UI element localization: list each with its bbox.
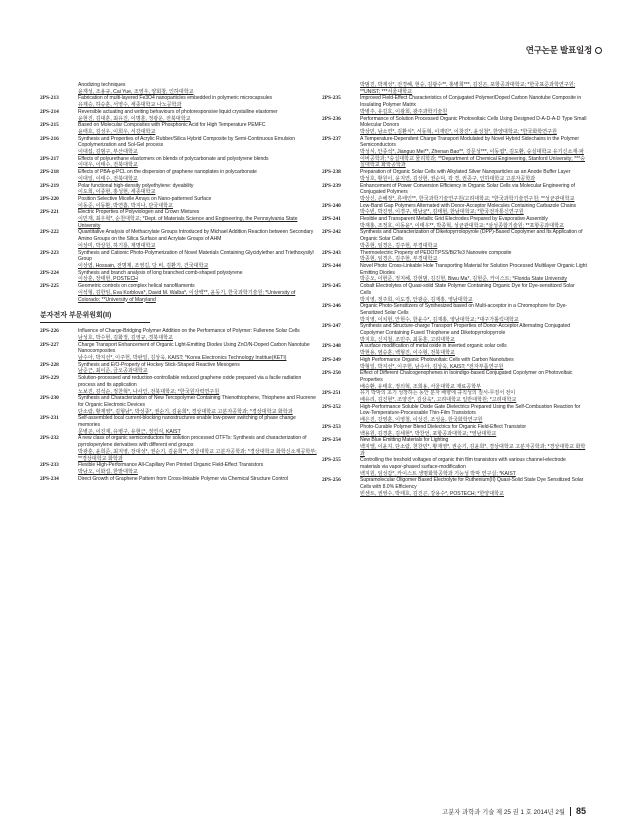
paper-authors: 이대섭, 김범구, 부산대학교 (78, 149, 138, 156)
paper-code: 2PS-229 (40, 375, 59, 382)
paper-entry (40, 122, 318, 135)
paper-title: Synthesis and Properties of Acrylic Rubber/Silica Hybrid Composite by Semi-Continuous Emulsion Copolymerization and Sol-Gel process (78, 135, 295, 149)
paper-code: 2PS-214 (40, 108, 59, 115)
paper-code: 2PS-220 (40, 195, 59, 202)
paper-entry (322, 216, 587, 229)
paper-authors: 배승환, 유태호, 정의혁, 조희용, 서울대학교 재료공학부 (360, 383, 481, 390)
paper-entry (322, 424, 587, 437)
paper-authors: 이대일, 이태수, 전북대학교 (78, 175, 138, 182)
paper-code: 2PS-231 (40, 415, 59, 422)
paper-title: Quantitative Analysis of Methacrylate Groups Introduced by Michael Addition Reaction between Secondary Amino Groups on the Silica Surface and Acrylate Groups of AHM (78, 229, 314, 243)
paper-title: Flexible and Transparent Metallic Grid Electrodes Prepared by Evaporative Assembly (360, 216, 548, 223)
paper-authors: 박준오, 이현준, 정지혜, 강현범, 김진현, Biwu Ma*, 김현준, 카이스트; *Florida State University (360, 276, 568, 283)
paper-body (78, 169, 318, 182)
paper-body (360, 404, 587, 424)
paper-code: 2PS-216 (40, 135, 59, 142)
paper-title: Anodizing techniques (78, 82, 126, 88)
paper-entry (322, 404, 587, 424)
paper-authors: 박상민, 남소연*, 김환식*, 서동혁, 이재민*, 이창진*, 윤성철*, 한양대학교; *한국화학연구원 (360, 128, 557, 135)
paper-title: Performance of Solution Processed Organic Photovoltaic Cells Using Designed D-A-D-A-D Type Small Molecular Donors (360, 115, 587, 129)
paper-body (360, 263, 587, 283)
paper-authors: 이석형, 김한임, Eva Korblova*, David M. Walba*, 이상백**, 윤동기, 한국과학기술원; *University of Colorado; **University of Maryland (78, 289, 296, 303)
paper-authors: 백지엘, 이윤지, 단소람, 천찬민*, 황재영*, 권순기, 김윤희*, 경상대학교 고분자공학과; *경상대학교 화학과 (360, 443, 586, 457)
paper-body (78, 122, 318, 135)
paper-entry (322, 95, 587, 115)
paper-code: 2PS-255 (322, 457, 341, 464)
paper-entry (322, 203, 587, 216)
paper-entry (322, 370, 587, 390)
paper-title: High Performance Organic Photovoltaic Cells with Carbon Nanotubes (360, 356, 514, 363)
paper-title: Synthesis and Characterization of Diketopyrrolopyrole (DPP)-Based Copolymer and Its Application of Organic Solar Cells (360, 229, 583, 243)
paper-authors: 박지호, 신지철, 조민주, 최동훈, 고려대학교 (360, 336, 455, 343)
paper-entry (40, 375, 318, 395)
journal-info: 고분자 과학과 기술 제 25 권 1 호 2014년 2월 (442, 808, 565, 816)
paper-body (360, 477, 587, 497)
paper-entry (322, 357, 587, 370)
paper-body (360, 95, 587, 115)
paper-title: Fabrication of multi-layered Fe3O4 nanoparticles embedded in polymeric microcapsules (78, 95, 272, 102)
paper-code: 2PS-256 (322, 477, 341, 484)
paper-entry (40, 415, 318, 435)
paper-authors: 남준근, 최이준, 금오공과대학교 (78, 368, 148, 375)
paper-body (78, 375, 318, 395)
paper-code: 2PS-213 (40, 95, 59, 102)
paper-authors: 이대우, 이태수, 전북대학교 (78, 162, 138, 169)
paper-authors: 남수아, 박지선*, 이주헌, 박완일, 김상욱, KAIST; *Korea Electronics Technology Institue(KETI) (78, 355, 287, 362)
paper-entry (40, 476, 318, 483)
paper-authors: 박지영, 이치현, 안현수, 한윤수*, 김재홍, 영남대학교; *대구가톨릭대학교 (360, 316, 519, 323)
paper-entry (322, 303, 587, 323)
paper-entry (322, 283, 587, 303)
paper-authors: 이민재, 최우혁*, 순천대학교; *Dept. of Materials Science and Engineering, the Pennsylvania State University (78, 216, 298, 229)
paper-authors: 노보진, 김석순, 정찬혁*, 나사인, 전북대학교; *한국원자력연구원 (78, 388, 220, 395)
paper-body (360, 343, 587, 356)
paper-body (78, 328, 318, 341)
paper-title: Polar functional high-density polyethylene: dyeability (78, 182, 194, 189)
paper-body (78, 95, 318, 108)
paper-title: 유기 박막의 초기 성장하는 동안 분자 배향에 규칙성의 질서-무질서 전이 (360, 390, 516, 397)
paper-title: Flexible High-Performance All-Capillary Pen Printed Organic Field-Effect Transistors (78, 462, 264, 469)
paper-body (78, 283, 318, 303)
paper-authors: 빈센트, 권영수, 박태호, 김진곤, 강용수*, POSTECH; *한양대학교 (360, 490, 504, 497)
paper-code: 2PS-252 (322, 403, 341, 410)
paper-code: 2PS-251 (322, 390, 341, 397)
paper-entry (40, 183, 318, 196)
header-title: 연구논문 발표일정 (525, 45, 592, 55)
paper-title: Reversible actuating and writing behaviours of photoresponsive liquid crystalline elastomer (78, 108, 278, 115)
paper-entry (40, 136, 318, 156)
paper-title: Synthesis and E/O-Property of Hockey Stick-Shaped Reactive Mesogens (78, 361, 240, 368)
paper-body (78, 183, 318, 196)
paper-authors: 유제승, 하승훈, 서영수, 세종대학교 나노공학과 (78, 102, 182, 109)
paper-body (78, 435, 318, 462)
paper-title: Effects of PBA-g-PCL on the dispersion of graphene nanoplates in polycarbonate (78, 169, 257, 176)
paper-code: 2PS-247 (322, 323, 341, 330)
paper-code (322, 82, 360, 95)
paper-entry (322, 437, 587, 457)
paper-entry (322, 390, 587, 403)
paper-title: Controlling the treshold voltages of organic thin film transistors with various channel-electrode materials via vapor-phased surface-modification (360, 457, 566, 471)
paper-entry (40, 462, 318, 475)
paper-title: Geometric controls on complex helical nanofilaments (78, 283, 195, 290)
paper-entry (40, 95, 318, 108)
paper-code: 2PS-240 (322, 202, 341, 209)
paper-title: Synthesis and Structure-charge Transport Properties of Donor-Acceptor Alternating Conjugated Copolymer Containing Fused Thiophene and Diketopyrrolopyrrole (360, 323, 571, 337)
paper-authors: 박수빈, 박진영, 이경구, 백남균*, 김태현, 한남대학교; *한국전자통신연구원 (360, 209, 524, 216)
paper-title: Charge Transport Enhancement of Organic Light-Emitting Diodes Using ZnO/N-Doped Carbon Nanotube Nanocomposites (78, 341, 310, 355)
paper-entry (322, 116, 587, 136)
paper-body (78, 156, 318, 169)
paper-body (360, 250, 587, 263)
paper-entry (40, 435, 318, 462)
paper-entry (40, 283, 318, 303)
paper-code: 2PS-248 (322, 343, 341, 350)
paper-authors: 박범진, 박재성*, 전경혜, 현승, 김광수**, 홍병희***, 김진곤, 포항공과대학교; *한국표준과학연구원; **UNIST; ***서울대학교 (360, 82, 576, 95)
footer-divider (570, 807, 571, 816)
paper-code: 2PS-253 (322, 423, 341, 430)
paper-code: 2PS-237 (322, 135, 341, 142)
paper-code: 2PS-249 (322, 356, 341, 363)
paper-authors: 박남오, 이화섭, 한밭대학교 (78, 468, 138, 475)
paper-authors: 이도희, 이종현, 홍성현, 세종대학교 (78, 189, 156, 196)
paper-entry (40, 270, 318, 283)
paper-authors: 박종현, 임경은, 김주현, 부경대학교 (360, 256, 438, 263)
paper-body (78, 136, 318, 156)
paper-authors: 이상훈, 장태현, POSTECH (78, 276, 138, 283)
paper-title: Supramolecular Oligomer Based Electrolyte for Ruthenium(II) Quasi-Solid State Dye Sensitized Solar Cells with 8.0% Efficiency (360, 477, 584, 491)
paper-entry (322, 477, 587, 497)
paper-authors: 윤현진, 김대훈, 최유진, 이명훈, 정광운, 전북대학교 (78, 115, 191, 122)
paper-entry (322, 343, 587, 356)
paper-title: Cobalt Electrolytes of Quasi-solid State Polymer Containing Organic Dye for Dye-sensitized Solar Cells (360, 283, 575, 296)
paper-code: 2PS-236 (322, 115, 341, 122)
paper-entry (40, 109, 318, 122)
paper-authors: 남성호, 박수현, 김화정, 김영규, 경북대학교 (78, 334, 173, 341)
paper-code: 2PS-245 (322, 283, 341, 290)
paper-body (78, 476, 318, 483)
paper-entry (322, 82, 587, 95)
paper-authors: 단소람, 황재영*, 김형남*, 박성종*, 권순기, 김윤희*, 경상대학교 고분자공학과; *경상대학교 화학과 (78, 408, 293, 415)
paper-body (78, 209, 318, 229)
paper-authors: 문병곤, 이진재, 유병구, 유현근, 정연식, KAIST (78, 428, 181, 435)
paper-code: 2PS-223 (40, 249, 59, 256)
paper-body (360, 370, 587, 390)
paper-entry (40, 342, 318, 362)
paper-code: 2PS-228 (40, 361, 59, 368)
paper-authors: 윤태호, 김성우, 이희우, 서강대학교 (78, 128, 156, 135)
paper-code: 2PS-233 (40, 462, 59, 469)
paper-authors: 배유리, 김진현*, 조양진*, 김상욱*, 고려대학교 일반대학원; *고려대학교 (360, 397, 517, 404)
paper-title: Improved Field-Effect Characteristics of Conjugated Polymer/Doped Carbon Nanotube Composite in Insulating Polymer Matrix (360, 95, 582, 109)
paper-title: Effect of Different Chalcogenophenes in Isoindigo-based Conjugated Copolymer on Photovoltaic Properties (360, 370, 573, 383)
paper-code: 2PS-254 (322, 437, 341, 444)
paper-body (360, 183, 587, 203)
paper-title: Photo-Curable Polymer Blend Dielectrics for Organic Field-Effect Transistor (360, 423, 527, 430)
paper-entry (40, 209, 318, 229)
paper-body (360, 229, 587, 249)
paper-code: 2PS-246 (322, 303, 341, 310)
paper-title: Novel Photo Cross-Linkable Hole Transporting Material for Solution Processed Multilayer Organic Light Emitting Diodes (360, 262, 587, 276)
paper-entry (322, 229, 587, 249)
paper-code: 2PS-226 (40, 328, 59, 335)
paper-entry (40, 362, 318, 375)
paper-entry (40, 250, 318, 270)
circle-bullet-icon (595, 47, 602, 54)
paper-code: 2PS-215 (40, 122, 59, 129)
paper-authors: 박현용, 염승훈, 백형진, 이수형, 전북대학교 (360, 350, 455, 357)
paper-code: 2PS-238 (322, 169, 341, 176)
paper-title: Self-assembled local current-blocking nanostructures enable low-power switching of phase change memories (78, 415, 296, 429)
paper-title: A surface modification of metal oxide in inverted organic solar cells (360, 343, 507, 350)
paper-body (360, 283, 587, 303)
right-entry-list (322, 82, 587, 498)
paper-authors: 박광훈, 윤희준, 최지영, 장대성*, 권순기, 김윤희**, 경상대학교 고분자공학과; *경상대학교 화학신소재공학부; **경상대학교 화학과 (78, 448, 317, 462)
paper-code: 2PS-219 (40, 182, 59, 189)
paper-entry (322, 263, 587, 283)
paper-authors: 박재홍, 조정호, 이동윤*, 이태우**, 박종혁, 성균관대학교; *삼성종합기술원; **포항공과대학교 (360, 222, 564, 229)
paper-authors: 박지영, 정주희, 이도경, 안광순, 김재홍, 영남대학교 (360, 296, 473, 303)
paper-body (360, 82, 587, 95)
paper-body (360, 437, 587, 457)
paper-body (360, 136, 587, 170)
paper-entry (322, 183, 587, 203)
paper-body (78, 250, 318, 270)
paper-entry (40, 328, 318, 341)
paper-title: Influence of Charge-Bridging Polymer Addition on the Performance of Polymer: Fullerene Solar Cells (78, 328, 300, 335)
paper-body (78, 462, 318, 475)
paper-authors: 이상미, 박상원, 하기룡, 계명대학교 (78, 242, 156, 249)
paper-body (78, 362, 318, 375)
paper-entry (40, 196, 318, 209)
paper-title: Thermoelectric Property of PEDOT:PSS/Bi2Te3 Nanowire composite (360, 249, 512, 256)
paper-code: 2PS-239 (322, 182, 341, 189)
paper-code: 2PS-244 (322, 262, 341, 269)
paper-body (78, 270, 318, 283)
paper-title: Preparation of Organic Solar Cells with Alkylated Silver Nanoparticles as an Anode Buffer Layer (360, 169, 571, 176)
paper-code: 2PS-232 (40, 435, 59, 442)
paper-code: 2PS-225 (40, 283, 59, 290)
paper-authors: 박성식, 안종석*, Jianguo Mei**, Zhenan Bao**, 강문성***, 이동엽*, 김도환, 숭실대학교 유기신소재·파이버공학과; *숭실대학교 물리학과; **Department of Chemical Engineering, Stanford University; ***숭실대학교 화학공학과 (360, 149, 585, 169)
paper-authors: 백용원, 김경훈, 김세현*, 박찬언, 포항공과대학교; *영남대학교 (360, 430, 497, 437)
paper-entry (322, 169, 587, 182)
paper-body (360, 323, 587, 343)
paper-entry (322, 323, 587, 343)
paper-title: New Blue Emitting Materials for Lighting (360, 437, 449, 444)
paper-body (360, 303, 587, 323)
section-header (526, 44, 602, 56)
page-number: 85 (575, 806, 586, 816)
paper-code (40, 82, 78, 95)
paper-code: 2PS-242 (322, 229, 341, 236)
paper-title: Synthesis and Characterization of New Tercopolymer Containing Thienothiophene, Thiophene and Fluorene for Organic Electronic Devices (78, 395, 316, 408)
paper-body (78, 82, 318, 95)
paper-entry (322, 250, 587, 263)
paper-body (360, 357, 587, 370)
paper-code: 2PS-250 (322, 370, 341, 377)
left-entry-list-2 (40, 328, 318, 482)
paper-title: Synthesis and Cationic Photo-Polymerization of Novel Materials Containing Glycidylether and Triethoxysilyl Group (78, 249, 314, 263)
paper-title: High-Performance Soluble Oxide Gate Dielectrics Prepared Using the Self-Combustion Reaction for Low-Temperature-Processable Thin-Film Transistors (360, 403, 581, 417)
paper-body (360, 424, 587, 437)
paper-code: 2PS-230 (40, 395, 59, 402)
paper-title: A Temperature-Dependent Charge Transport Modulated by Novel Hybrid Sidechains in the Polymer Semiconductors (360, 135, 579, 149)
paper-code: 2PS-241 (322, 216, 341, 223)
paper-authors: 윤재성, 조용규, Cai Yue, 조영우, 양회창, 인하대학교 (78, 88, 194, 95)
paper-title: Direct Growth of Graphene Pattern from Cross-linkable Polymer via Chemical Structure Control (78, 475, 288, 482)
paper-authors: 박형일, 박지선*, 이주헌, 남수아, 김상욱, KAIST; *전자부품연구원 (360, 363, 504, 370)
page-footer (356, 804, 586, 818)
paper-authors: 백지원, 임성갑*, 카이스트 생명화학공학과 기능성 박막 연구실; *KAIST (360, 470, 516, 477)
paper-code: 2PS-235 (322, 95, 341, 102)
paper-body (78, 229, 318, 249)
paper-title: Based on Molecular Composites with Phosphonic Acid for High Temperature PEMFC (78, 122, 266, 129)
paper-body (360, 457, 587, 477)
paper-title: A new class of organic semiconductors for solution processed OTFTs: Synthesis and characterization of pyrroloperylene derivatives with different end groups (78, 435, 307, 449)
paper-title: Enhancement of Power Conversion Efficiency in Organic Solar Cells via Molecular Engineering of Conjugated Polymers (360, 182, 575, 196)
paper-title: Low-Band Gap Polymers Alternated with Donor-Acceptor Molecules Containing Carbazole Chains (360, 202, 577, 209)
left-entry-list (40, 82, 318, 303)
paper-authors: 이상엽, Hossain, 전명제, 조영길, 당 비, 김환기, 건국대학교 (78, 262, 209, 269)
paper-title: Organic Photo-Sensitizers of Synthesized based on Multi-acceptor in a Chromophore for Dye-Sensitized Solar Cells (360, 303, 567, 316)
left-column (40, 82, 318, 482)
paper-code: 2PS-217 (40, 155, 59, 162)
paper-title: Position Selective Micelle Arrays on Nano-patterned Surface (78, 195, 212, 202)
paper-body (78, 415, 318, 435)
paper-body (360, 203, 587, 216)
paper-authors: 박성호, 황원이, 윤지연, 김상현, 권순덕, 곽 경, 권종구, 인하대학교 고분자공학과 (360, 175, 536, 182)
right-column (322, 82, 587, 498)
paper-entry (40, 169, 318, 182)
paper-body (360, 216, 587, 229)
paper-title: Effects of polyurethane elastomers on blends of polycarbonate and polystyrene blends (78, 155, 269, 162)
paper-title: Electric Properties of Polyviologen and Crown Mixtures (78, 209, 200, 216)
paper-authors: 박종현, 임경은, 김주현, 부경대학교 (360, 242, 438, 249)
paper-body (360, 390, 587, 403)
section-title: 분자전자 부문위원회(II) (40, 311, 150, 323)
paper-code: 2PS-243 (322, 249, 341, 256)
paper-authors: 박병주, 유길호, 이광희, 광주과학기술원 (360, 108, 448, 115)
paper-authors: 배은진, 강영훈, 이영철, 이상진, 조성윤, 한국화학연구원 (360, 417, 483, 424)
paper-body (78, 342, 318, 362)
paper-authors: 이동준, 이동환, 박연흠, 박지나, 단국대학교 (78, 202, 173, 209)
paper-body (78, 395, 318, 415)
paper-entry (40, 82, 318, 95)
paper-title: Solution-processed and reduction-controllable reduced graphene oxide prepared via a facile radiation process and its application (78, 375, 302, 388)
paper-entry (322, 457, 587, 477)
paper-body (78, 109, 318, 122)
paper-entry (40, 156, 318, 169)
paper-entry (40, 229, 318, 249)
paper-entry (40, 395, 318, 415)
paper-code: 2PS-234 (40, 475, 59, 482)
paper-code: 2PS-224 (40, 269, 59, 276)
paper-code: 2PS-227 (40, 341, 59, 348)
paper-code: 2PS-218 (40, 169, 59, 176)
paper-body (360, 169, 587, 182)
paper-code: 2PS-221 (40, 209, 59, 216)
paper-body (360, 116, 587, 136)
paper-title: Synthesis and branch analysis of long branched comb-shaped polystyrene (78, 269, 243, 276)
paper-body (78, 196, 318, 209)
paper-authors: 박상신, 손해정*, 류태인**, 한국과학기술연구원/고려대학교; *한국과학기술연구원; **성균관대학교 (360, 195, 575, 202)
paper-entry (322, 136, 587, 170)
paper-code: 2PS-222 (40, 229, 59, 236)
